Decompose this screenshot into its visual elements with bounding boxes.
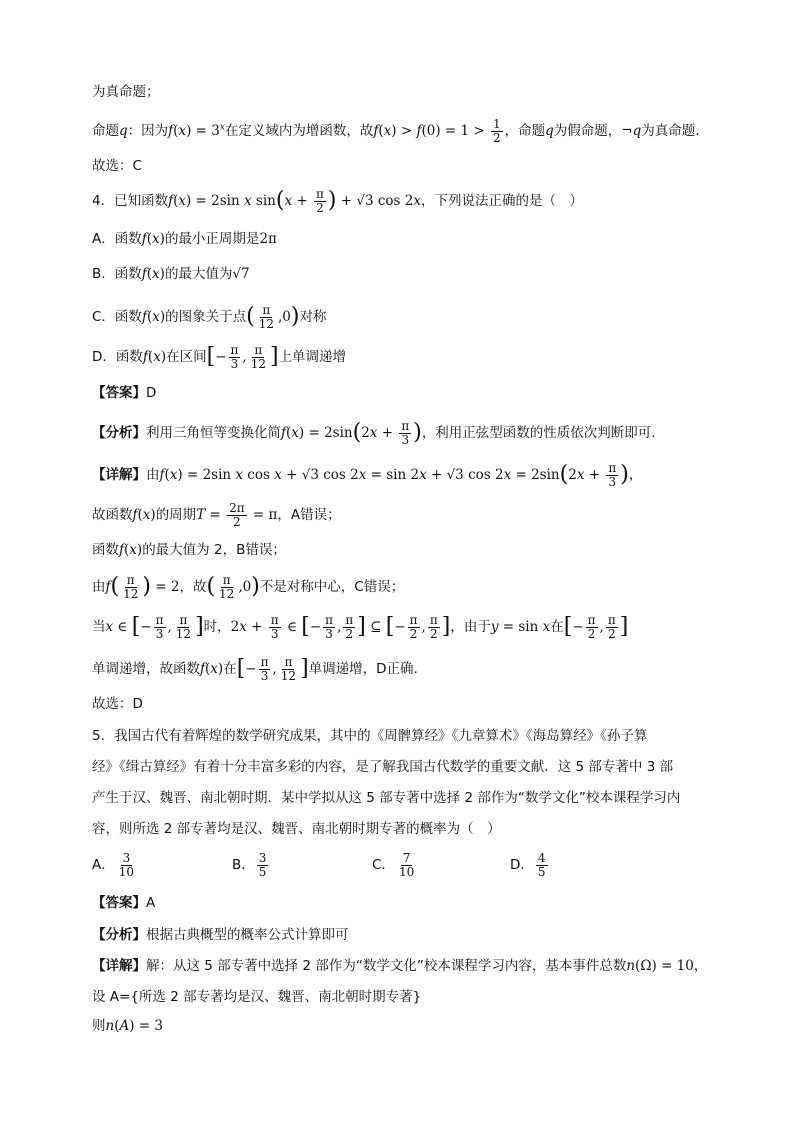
q4-choose: 故选：D — [92, 696, 143, 712]
prev-choose: 故选：C — [92, 158, 142, 174]
q4-detail-symmetry: 由f( $\frac{\pi}{12}$ ) = 2，故( $\frac{\pi}{12}$ ,0)不是对称中心，C错误； — [92, 573, 405, 601]
q5-stem-line-1: 5．我国古代有着辉煌的数学研究成果，其中的《周髀算经》《九章算术》《海岛算经》《孙子算 — [92, 728, 648, 744]
q4-option-a: A．函数f(x)的最小正周期是2π — [92, 231, 277, 247]
q4-option-c: C．函数f(x)的图象关于点( $\frac{\pi}{12}$ ,0)对称 — [92, 303, 327, 331]
q5-option-b: B． $\frac{3}{5}$ — [232, 851, 267, 879]
prev-line-1: 为真命题； — [92, 84, 160, 100]
q4-detail: 【详解】由f(x) = 2sin x cos x + √3 cos 2x = sin 2x + √3 cos 2x = 2sin(2x + $\frac{\pi}{3}$ )， — [92, 461, 643, 489]
q5-detail: 【详解】解：从这 5 部专著中选择 2 部作为“数学文化”校本课程学习内容，基本事件总数n(Ω) = 10， — [92, 958, 708, 974]
q5-stem-line-4: 容，则所选 2 部专著均是汉、魏晋、南北朝时期专著的概率为（ ） — [92, 821, 501, 837]
q5-stem-line-2: 经》《缉古算经》有着十分丰富多彩的内容，是了解我国古代数学的重要文献．这 5 部专著中 3 部 — [92, 759, 674, 775]
q5-analysis: 【分析】根据古典概型的概率公式计算即可 — [92, 927, 349, 943]
q4-detail-interval: 当x ∈ [− $\frac{\pi}{3}$ , $\frac{\pi}{12}$ ]时，2x + $\frac{\pi}{3}$ ∈ [− $\frac{\pi}{3}$ , $\frac{\pi}{2}$ ] ⊆ [− $\frac{\pi}{2}$ , $\frac{\pi}{2}$ ]，由于y = sin x在[− $\frac{\pi}{2}$ , $\frac{\pi}{2}$ ] — [92, 613, 629, 641]
q5-option-c: C． $\frac{7}{10}$ — [372, 851, 415, 879]
fraction-half: $\frac{1}{2}$ — [492, 117, 501, 145]
q5-detail-set: 设 A={所选 2 部专著均是汉、魏晋、南北朝时期专著} — [92, 989, 422, 1005]
prev-line-q: 命题q：因为$f(x) = 3^x$在定义域内为增函数，故f(x) > f(0) = 1 > $\frac{1}{2}$ ，命题q为假命题，¬q为真命题. — [92, 117, 700, 145]
q5-detail-then: 则n(A) = 3 — [92, 1018, 163, 1034]
q5-option-a: A． $\frac{3}{10}$ — [92, 851, 135, 879]
q5-answer: 【答案】A — [92, 895, 156, 911]
q5-option-d: D． $\frac{4}{5}$ — [510, 851, 546, 879]
q4-stem: 4．已知函数f(x) = 2sin x sin(x + $\frac{\pi}{2}$ ) + √3 cos 2x，下列说法正确的是（ ） — [92, 187, 583, 215]
q5-stem-line-3: 产生于汉、魏晋、南北朝时期．某中学拟从这 5 部专著中选择 2 部作为“数学文化”校本课程学习内 — [92, 790, 681, 806]
q4-analysis: 【分析】利用三角恒等变换化简f(x) = 2sin(2x + $\frac{\pi}{3}$ )，利用正弦型函数的性质依次判断即可. — [92, 419, 656, 447]
q4-option-b: B．函数f(x)的最大值为√7 — [92, 266, 250, 282]
q4-answer: 【答案】D — [92, 385, 157, 401]
q4-detail-conclusion: 单调递增，故函数f(x)在[− $\frac{\pi}{3}$ , $\frac{\pi}{12}$ ]单调递增，D正确. — [92, 655, 418, 683]
q4-detail-max: 函数f(x)的最大值为 2，B错误； — [92, 542, 286, 558]
q4-detail-period: 故函数f(x)的周期T = $\frac{2\pi}{2}$ = π，A错误； — [92, 501, 341, 529]
q4-option-d: D．函数f(x)在区间[− $\frac{\pi}{3}$ , $\frac{\pi}{12}$ ]上单调递增 — [92, 343, 347, 371]
